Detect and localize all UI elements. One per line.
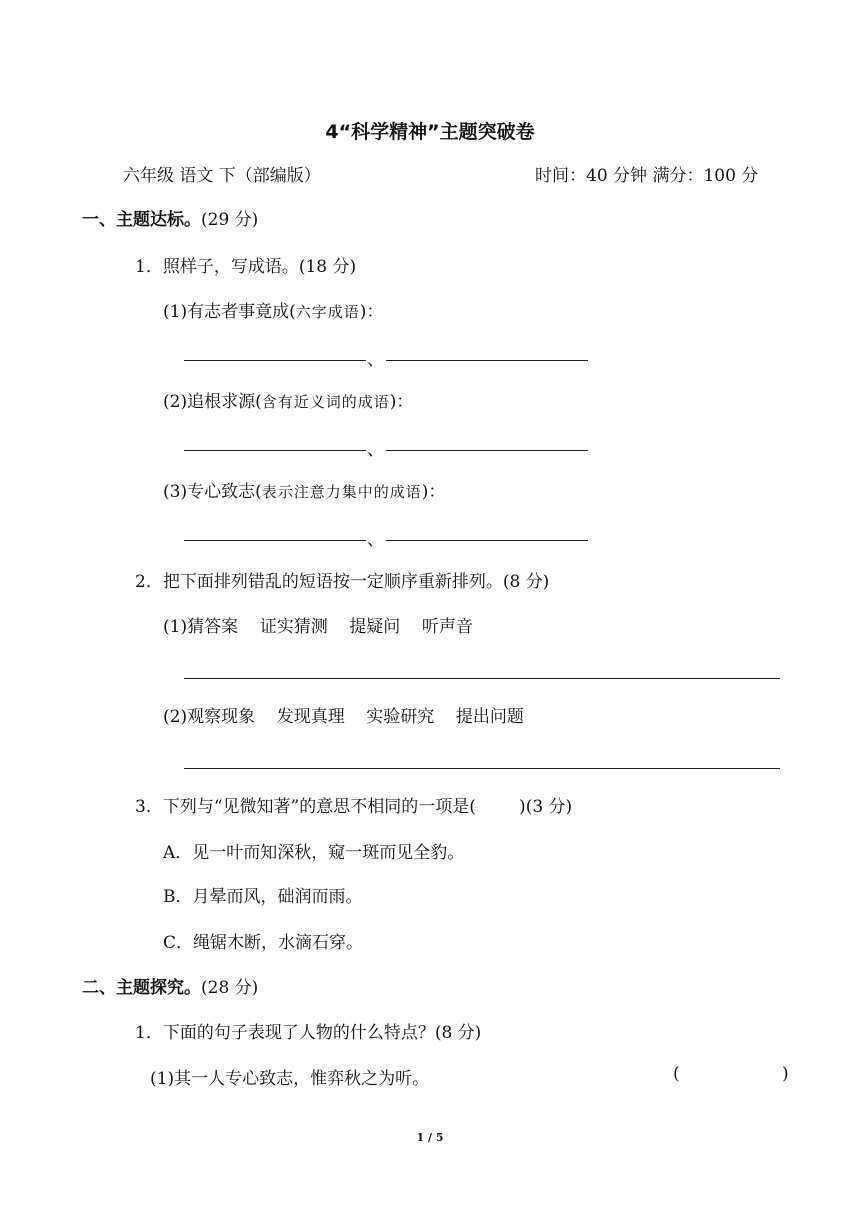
q1-item-3 bbox=[163, 477, 445, 502]
answer-blank[interactable] bbox=[386, 360, 588, 361]
q3-option-a: A．见一叶而知深秋，窥一斑而见全豹。 bbox=[163, 843, 465, 863]
separator: 、 bbox=[367, 530, 384, 550]
q1-item-2-hint: 含有近义词的成语 bbox=[261, 393, 390, 411]
page-title: 4“科学精神”主题突破卷 bbox=[325, 121, 535, 143]
answer-line[interactable] bbox=[184, 678, 780, 679]
answer-paren-open: ( bbox=[673, 1064, 680, 1084]
separator: 、 bbox=[367, 350, 384, 370]
answer-paren-close: ) bbox=[782, 1064, 789, 1084]
q1-item-1-tail: )： bbox=[359, 302, 384, 322]
section2-points: (28 分) bbox=[201, 978, 259, 998]
section1-title: 一、主题达标。 bbox=[82, 210, 201, 230]
q1-item-2-main: (2)追根求源( bbox=[163, 392, 262, 412]
q1-item-1-main: (1)有志者事竟成( bbox=[163, 302, 296, 322]
q2-stem: 2．把下面排列错乱的短语按一定顺序重新排列。(8 分) bbox=[135, 572, 550, 592]
separator: 、 bbox=[367, 440, 384, 460]
grade-subject: 六年级 语文 下（部编版） bbox=[123, 166, 321, 186]
q2-item-1: (1)猜答案 证实猜测 提疑问 听声音 bbox=[163, 617, 473, 637]
q3-stem: 3．下列与“见微知著”的意思不相同的一项是( )(3 分) bbox=[135, 797, 573, 817]
section2-title: 二、主题探究。 bbox=[82, 978, 201, 998]
q3-option-c: C．绳锯木断，水滴石穿。 bbox=[163, 933, 364, 953]
answer-blank[interactable] bbox=[386, 450, 588, 451]
answer-line[interactable] bbox=[184, 768, 780, 769]
answer-blank[interactable] bbox=[386, 540, 588, 541]
s2-q1-stem: 1．下面的句子表现了人物的什么特点？(8 分) bbox=[135, 1023, 482, 1043]
q1-item-2-tail: )： bbox=[389, 392, 414, 412]
q1-item-1 bbox=[163, 297, 383, 322]
answer-blank[interactable] bbox=[184, 450, 366, 451]
section2-heading bbox=[82, 973, 258, 998]
q2-item-2: (2)观察现象 发现真理 实验研究 提出问题 bbox=[163, 707, 524, 727]
section1-heading bbox=[82, 205, 258, 230]
q1-item-3-tail: )： bbox=[421, 482, 446, 502]
s2-q1-item-1: (1)其一人专心致志，惟弈秋之为听。 bbox=[150, 1069, 430, 1089]
q1-item-2 bbox=[163, 387, 413, 412]
time-score: 时间：40 分钟 满分：100 分 bbox=[535, 166, 759, 186]
answer-blank[interactable] bbox=[184, 360, 366, 361]
section1-points: (29 分) bbox=[201, 210, 259, 230]
q1-item-1-hint: 六字成语 bbox=[295, 303, 360, 321]
q1-item-3-hint: 表示注意力集中的成语 bbox=[261, 483, 422, 501]
page-number: 1 / 5 bbox=[416, 1131, 444, 1144]
q1-stem: 1．照样子，写成语。(18 分) bbox=[135, 257, 357, 277]
answer-blank[interactable] bbox=[184, 540, 366, 541]
q3-option-b: B．月晕而风，础润而雨。 bbox=[163, 887, 363, 907]
q1-item-3-main: (3)专心致志( bbox=[163, 482, 262, 502]
